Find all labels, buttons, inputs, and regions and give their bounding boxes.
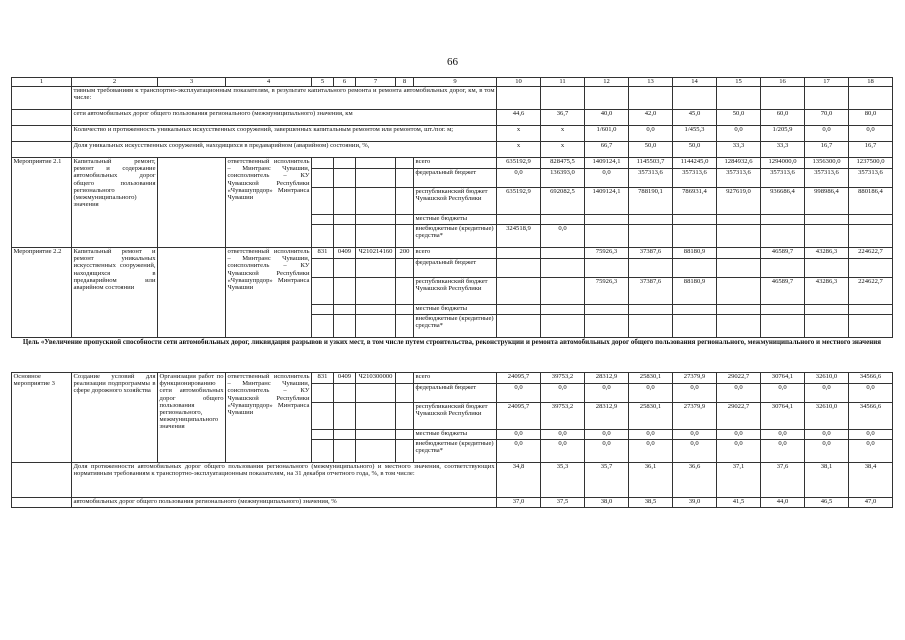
indicator-value: x bbox=[541, 142, 585, 158]
indicator-row bbox=[12, 463, 893, 498]
finance-value: 224622,7 bbox=[849, 248, 893, 259]
finance-row bbox=[12, 248, 893, 259]
finance-value: 29022,7 bbox=[717, 373, 761, 384]
finance-value bbox=[629, 215, 673, 225]
indicator-value: 1/601,0 bbox=[585, 126, 629, 142]
finance-value bbox=[585, 225, 629, 248]
finance-value: 29022,7 bbox=[717, 403, 761, 430]
finance-value: 24095,7 bbox=[497, 403, 541, 430]
finance-value: 0,0 bbox=[541, 384, 585, 403]
indicator-value: 38,1 bbox=[805, 463, 849, 498]
event-executor: ответственный исполнитель – Минтранс Чувашии, соисполнитель – КУ Чувашской Республики «Чувашупрдор» Минтранса Чувашии bbox=[226, 373, 312, 463]
indicator-value: 66,7 bbox=[585, 142, 629, 158]
goal-row bbox=[12, 338, 893, 373]
indicator-text: сети автомобильных дорог общего пользования регионального (межмуниципального) значения, км bbox=[72, 110, 497, 126]
indicator-value bbox=[541, 87, 585, 110]
column-number: 1 bbox=[12, 78, 72, 87]
finance-value: 0,0 bbox=[761, 384, 805, 403]
event-name: Капитальный ремонт и ремонт уникальных искусственных сооружений, находящихся в предаварийном или аварийном состоянии bbox=[72, 248, 158, 338]
indicator-value: 0,0 bbox=[849, 126, 893, 142]
column-number: 7 bbox=[356, 78, 396, 87]
finance-value: 30764,1 bbox=[761, 373, 805, 384]
column-number: 8 bbox=[396, 78, 414, 87]
funding-source: всего bbox=[414, 248, 497, 259]
indicator-value: x bbox=[541, 126, 585, 142]
finance-value: 0,0 bbox=[717, 384, 761, 403]
budget-code: 0409 bbox=[334, 248, 356, 259]
finance-value bbox=[805, 215, 849, 225]
indicator-value: 34,8 bbox=[497, 463, 541, 498]
indicator-value bbox=[805, 87, 849, 110]
finance-value: 0,0 bbox=[805, 384, 849, 403]
finance-value: 357313,6 bbox=[849, 169, 893, 188]
column-number: 18 bbox=[849, 78, 893, 87]
finance-value bbox=[673, 305, 717, 315]
goal-heading: Цель «Увеличение пропускной способности сети автомобильных дорог, ликвидация разрывов и узких мест, в том числе путем строительства, реконструкции и ремонта автомобильных дорог общего пользования регионального, межмуниципального и местного значения bbox=[12, 338, 893, 373]
finance-value bbox=[541, 278, 585, 305]
finance-value: 32610,0 bbox=[805, 403, 849, 430]
finance-value: 1284932,6 bbox=[717, 158, 761, 169]
finance-value: 1144245,0 bbox=[673, 158, 717, 169]
finance-value bbox=[717, 278, 761, 305]
finance-value: 880186,4 bbox=[849, 188, 893, 215]
finance-value: 357313,6 bbox=[761, 169, 805, 188]
finance-value bbox=[497, 278, 541, 305]
indicator-row bbox=[12, 126, 893, 142]
finance-value bbox=[717, 315, 761, 338]
finance-value: 936686,4 bbox=[761, 188, 805, 215]
finance-value: 136393,0 bbox=[541, 169, 585, 188]
indicator-value: 38,0 bbox=[585, 498, 629, 508]
event-name: Создание условий для реализации подпрограммы в сфере дорожного хозяйства bbox=[72, 373, 158, 463]
funding-source: федеральный бюджет bbox=[414, 384, 497, 403]
finance-value bbox=[805, 315, 849, 338]
indicator-text: автомобильных дорог общего пользования регионального (межмуниципального) значения, % bbox=[72, 498, 497, 508]
indicator-value bbox=[497, 87, 541, 110]
indicator-value: 60,0 bbox=[761, 110, 805, 126]
indicator-value: 36,6 bbox=[673, 463, 717, 498]
finance-value bbox=[629, 315, 673, 338]
column-number: 4 bbox=[226, 78, 312, 87]
finance-value bbox=[805, 225, 849, 248]
funding-source: республиканский бюджет Чувашской Республики bbox=[414, 278, 497, 305]
funding-source: местные бюджеты bbox=[414, 305, 497, 315]
finance-value bbox=[629, 259, 673, 278]
finance-value bbox=[761, 259, 805, 278]
finance-value: 927619,0 bbox=[717, 188, 761, 215]
finance-value bbox=[497, 305, 541, 315]
event-name: Капитальный ремонт, ремонт и содержание автомобильных дорог общего пользования регионального (межмуниципального) значения bbox=[72, 158, 158, 248]
finance-value bbox=[541, 315, 585, 338]
column-number: 2 bbox=[72, 78, 158, 87]
column-number: 16 bbox=[761, 78, 805, 87]
finance-value: 0,0 bbox=[585, 169, 629, 188]
indicator-value: 37,6 bbox=[761, 463, 805, 498]
budget-code: Ч210300000 bbox=[356, 373, 396, 384]
finance-value: 25830,1 bbox=[629, 373, 673, 384]
finance-value: 0,0 bbox=[673, 384, 717, 403]
indicator-value: 0,0 bbox=[629, 126, 673, 142]
finance-value bbox=[717, 248, 761, 259]
funding-source: внебюджетные (кредитные) средства* bbox=[414, 225, 497, 248]
finance-value: 0,0 bbox=[849, 440, 893, 463]
column-number: 6 bbox=[334, 78, 356, 87]
finance-value bbox=[673, 225, 717, 248]
indicator-text: Доля протяженности автомобильных дорог общего пользования регионального (межмуниципального) и местного значения, соответствующих нормативным требованиям к транспортно-эксплуатационным показателям, на 31 декабря отчетного года, %, в том числе: bbox=[72, 463, 497, 498]
finance-value: 0,0 bbox=[849, 430, 893, 440]
finance-value: 828475,5 bbox=[541, 158, 585, 169]
budget-code: 0409 bbox=[334, 373, 356, 384]
event-executor: ответственный исполнитель – Минтранс Чувашии, соисполнитель – КУ Чувашской Республики «Чувашупрдор» Минтранса Чувашии bbox=[226, 158, 312, 248]
finance-value: 357313,6 bbox=[673, 169, 717, 188]
finance-value: 0,0 bbox=[761, 430, 805, 440]
funding-source: внебюджетные (кредитные) средства* bbox=[414, 440, 497, 463]
finance-value: 0,0 bbox=[585, 430, 629, 440]
finance-value: 0,0 bbox=[541, 225, 585, 248]
finance-value: 635192,9 bbox=[497, 188, 541, 215]
finance-value: 28312,9 bbox=[585, 403, 629, 430]
indicator-value: 0,0 bbox=[805, 126, 849, 142]
finance-value bbox=[849, 225, 893, 248]
budget-code: 831 bbox=[312, 373, 334, 384]
indicator-value: 1/205,9 bbox=[761, 126, 805, 142]
finance-value: 27379,9 bbox=[673, 403, 717, 430]
finance-value: 0,0 bbox=[497, 440, 541, 463]
finance-value: 357313,6 bbox=[629, 169, 673, 188]
finance-value: 0,0 bbox=[717, 430, 761, 440]
finance-value bbox=[717, 259, 761, 278]
finance-value: 75926,3 bbox=[585, 248, 629, 259]
finance-value bbox=[585, 215, 629, 225]
finance-value: 75926,3 bbox=[585, 278, 629, 305]
finance-value: 1356300,0 bbox=[805, 158, 849, 169]
event-executor: ответственный исполнитель – Минтранс Чувашии, соисполнитель – КУ Чувашской Республики «Чувашупрдор» Минтранса Чувашии bbox=[226, 248, 312, 338]
column-number: 13 bbox=[629, 78, 673, 87]
finance-value: 0,0 bbox=[497, 384, 541, 403]
finance-value bbox=[849, 315, 893, 338]
indicator-value: 33,3 bbox=[761, 142, 805, 158]
finance-value: 1409124,1 bbox=[585, 188, 629, 215]
column-number: 15 bbox=[717, 78, 761, 87]
indicator-value bbox=[717, 87, 761, 110]
finance-value: 0,0 bbox=[629, 440, 673, 463]
finance-value: 25830,1 bbox=[629, 403, 673, 430]
indicator-value: 37,1 bbox=[717, 463, 761, 498]
finance-value: 0,0 bbox=[585, 440, 629, 463]
event-id: Мероприятие 2.1 bbox=[12, 158, 72, 248]
finance-value: 39753,2 bbox=[541, 373, 585, 384]
finance-value: 1409124,1 bbox=[585, 158, 629, 169]
finance-value: 0,0 bbox=[497, 169, 541, 188]
indicator-text: Количество и протяженность уникальных искусственных сооружений, завершенных капитальным ремонтом или ремонтом, шт./пог. м; bbox=[72, 126, 497, 142]
indicator-value bbox=[629, 87, 673, 110]
finance-value bbox=[849, 305, 893, 315]
indicator-value: 38,5 bbox=[629, 498, 673, 508]
indicator-text: тивным требованиям к транспортно-эксплуатационным показателям, в результате капитального ремонта и ремонта автомобильных дорог, км, в том числе: bbox=[72, 87, 497, 110]
finance-value: 43286,3 bbox=[805, 278, 849, 305]
indicator-value: 46,5 bbox=[805, 498, 849, 508]
finance-value: 0,0 bbox=[673, 440, 717, 463]
finance-value: 24095,7 bbox=[497, 373, 541, 384]
event-id: Мероприятие 2.2 bbox=[12, 248, 72, 338]
column-number: 9 bbox=[414, 78, 497, 87]
budget-code: Ч210214160 bbox=[356, 248, 396, 259]
indicator-text: Доля уникальных искусственных сооружений, находящихся в предаварийном (аварийном) состоянии, %, bbox=[72, 142, 497, 158]
indicator-value: 1/455,3 bbox=[673, 126, 717, 142]
funding-source: всего bbox=[414, 373, 497, 384]
budget-code: 200 bbox=[396, 248, 414, 259]
finance-value bbox=[805, 259, 849, 278]
funding-source: федеральный бюджет bbox=[414, 259, 497, 278]
finance-value: 46589,7 bbox=[761, 248, 805, 259]
finance-value: 0,0 bbox=[717, 440, 761, 463]
finance-value: 37387,6 bbox=[629, 248, 673, 259]
finance-value: 0,0 bbox=[849, 384, 893, 403]
finance-value: 224622,7 bbox=[849, 278, 893, 305]
indicator-value bbox=[849, 87, 893, 110]
finance-value bbox=[629, 305, 673, 315]
finance-value bbox=[541, 215, 585, 225]
finance-value: 0,0 bbox=[585, 384, 629, 403]
finance-value bbox=[541, 259, 585, 278]
finance-value bbox=[629, 225, 673, 248]
finance-value: 1145503,7 bbox=[629, 158, 673, 169]
finance-value bbox=[497, 315, 541, 338]
indicator-value: x bbox=[497, 126, 541, 142]
finance-value: 0,0 bbox=[541, 440, 585, 463]
funding-source: федеральный бюджет bbox=[414, 169, 497, 188]
indicator-value: 42,0 bbox=[629, 110, 673, 126]
indicator-value: 39,0 bbox=[673, 498, 717, 508]
finance-value bbox=[497, 248, 541, 259]
indicator-value: 80,0 bbox=[849, 110, 893, 126]
finance-value: 357313,6 bbox=[717, 169, 761, 188]
finance-value: 28312,9 bbox=[585, 373, 629, 384]
finance-value: 39753,2 bbox=[541, 403, 585, 430]
indicator-value: 41,5 bbox=[717, 498, 761, 508]
finance-value bbox=[541, 305, 585, 315]
event-task: Организация работ по функционированию сети автомобильных дорог общего пользования регионального, межмуниципального значения bbox=[158, 373, 226, 463]
finance-value: 30764,1 bbox=[761, 403, 805, 430]
finance-value bbox=[761, 225, 805, 248]
finance-value bbox=[673, 215, 717, 225]
indicator-value: 0,0 bbox=[717, 126, 761, 142]
finance-value bbox=[849, 259, 893, 278]
funding-source: республиканский бюджет Чувашской Республики bbox=[414, 188, 497, 215]
finance-value bbox=[761, 305, 805, 315]
indicator-value: 50,0 bbox=[717, 110, 761, 126]
finance-value: 34566,6 bbox=[849, 373, 893, 384]
indicator-value: 35,7 bbox=[585, 463, 629, 498]
funding-source: местные бюджеты bbox=[414, 215, 497, 225]
indicator-value: 45,0 bbox=[673, 110, 717, 126]
finance-value: 788190,1 bbox=[629, 188, 673, 215]
event-id: Основное мероприятие 3 bbox=[12, 373, 72, 463]
finance-value bbox=[585, 259, 629, 278]
finance-value bbox=[541, 248, 585, 259]
indicator-value: 50,0 bbox=[673, 142, 717, 158]
column-number: 11 bbox=[541, 78, 585, 87]
funding-source: республиканский бюджет Чувашской Республики bbox=[414, 403, 497, 430]
indicator-value: 16,7 bbox=[849, 142, 893, 158]
indicator-row bbox=[12, 498, 893, 508]
column-number: 12 bbox=[585, 78, 629, 87]
column-number: 17 bbox=[805, 78, 849, 87]
funding-source: местные бюджеты bbox=[414, 430, 497, 440]
finance-value bbox=[849, 215, 893, 225]
finance-value: 0,0 bbox=[497, 430, 541, 440]
finance-value: 0,0 bbox=[805, 430, 849, 440]
column-number: 3 bbox=[158, 78, 226, 87]
finance-value bbox=[761, 315, 805, 338]
indicator-value: 50,0 bbox=[629, 142, 673, 158]
indicator-value: 47,0 bbox=[849, 498, 893, 508]
finance-row bbox=[12, 373, 893, 384]
indicator-row bbox=[12, 142, 893, 158]
header-row bbox=[12, 78, 893, 87]
finance-value: 0,0 bbox=[541, 430, 585, 440]
finance-value bbox=[761, 215, 805, 225]
finance-value: 43286,3 bbox=[805, 248, 849, 259]
finance-value: 32610,0 bbox=[805, 373, 849, 384]
finance-value: 46589,7 bbox=[761, 278, 805, 305]
funding-source: всего bbox=[414, 158, 497, 169]
finance-value bbox=[585, 315, 629, 338]
finance-value: 0,0 bbox=[629, 430, 673, 440]
indicator-value bbox=[761, 87, 805, 110]
indicator-value: 44,0 bbox=[761, 498, 805, 508]
finance-value: 0,0 bbox=[805, 440, 849, 463]
indicator-value bbox=[585, 87, 629, 110]
indicator-value: 33,3 bbox=[717, 142, 761, 158]
finance-value: 1237500,0 bbox=[849, 158, 893, 169]
budget-code: 831 bbox=[312, 248, 334, 259]
indicator-row bbox=[12, 87, 893, 110]
finance-value: 34566,6 bbox=[849, 403, 893, 430]
indicator-value: 36,7 bbox=[541, 110, 585, 126]
indicator-value: 36,1 bbox=[629, 463, 673, 498]
finance-value: 88180,9 bbox=[673, 248, 717, 259]
indicator-value: 44,6 bbox=[497, 110, 541, 126]
finance-value: 786931,4 bbox=[673, 188, 717, 215]
indicator-value: 38,4 bbox=[849, 463, 893, 498]
indicator-value: 40,0 bbox=[585, 110, 629, 126]
finance-value: 27379,9 bbox=[673, 373, 717, 384]
finance-value: 324518,9 bbox=[497, 225, 541, 248]
program-table bbox=[11, 77, 893, 508]
finance-value bbox=[497, 215, 541, 225]
indicator-value: 37,5 bbox=[541, 498, 585, 508]
indicator-value bbox=[673, 87, 717, 110]
finance-value: 0,0 bbox=[761, 440, 805, 463]
column-number: 14 bbox=[673, 78, 717, 87]
budget-code bbox=[396, 373, 414, 384]
finance-value bbox=[673, 259, 717, 278]
indicator-value: 37,0 bbox=[497, 498, 541, 508]
finance-value bbox=[673, 315, 717, 338]
finance-value: 998986,4 bbox=[805, 188, 849, 215]
funding-source: внебюджетные (кредитные) средства* bbox=[414, 315, 497, 338]
finance-value: 37387,6 bbox=[629, 278, 673, 305]
finance-value bbox=[717, 225, 761, 248]
page-number: 66 bbox=[447, 56, 458, 68]
finance-value bbox=[585, 305, 629, 315]
finance-value bbox=[717, 305, 761, 315]
finance-value: 1294000,0 bbox=[761, 158, 805, 169]
finance-value bbox=[717, 215, 761, 225]
finance-value bbox=[805, 305, 849, 315]
indicator-row bbox=[12, 110, 893, 126]
finance-value: 0,0 bbox=[629, 384, 673, 403]
indicator-value: 35,3 bbox=[541, 463, 585, 498]
finance-value: 692082,5 bbox=[541, 188, 585, 215]
finance-row bbox=[12, 158, 893, 169]
finance-value: 0,0 bbox=[673, 430, 717, 440]
indicator-value: x bbox=[497, 142, 541, 158]
finance-value: 88180,9 bbox=[673, 278, 717, 305]
indicator-value: 70,0 bbox=[805, 110, 849, 126]
finance-value: 357313,6 bbox=[805, 169, 849, 188]
indicator-value: 16,7 bbox=[805, 142, 849, 158]
finance-value bbox=[497, 259, 541, 278]
column-number: 5 bbox=[312, 78, 334, 87]
column-number: 10 bbox=[497, 78, 541, 87]
finance-value: 635192,9 bbox=[497, 158, 541, 169]
